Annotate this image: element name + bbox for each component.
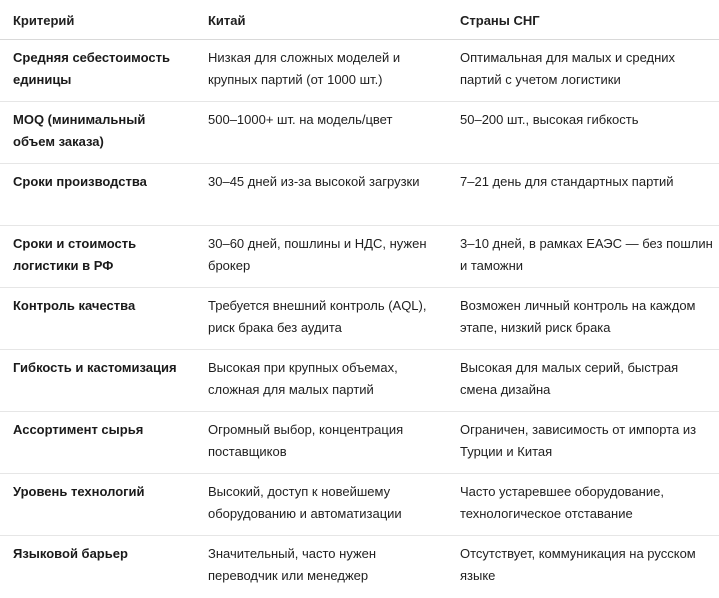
- header-criterion: Критерий: [13, 13, 75, 28]
- china-cell: Значительный, часто нужен переводчик или менеджер: [208, 546, 377, 583]
- header-cis: Страны СНГ: [460, 13, 540, 28]
- cis-cell: Отсутствует, коммуникация на русском языке: [460, 546, 696, 583]
- criterion-cell: Контроль качества: [13, 298, 136, 313]
- table-row: [0, 536, 719, 598]
- cis-cell: Высокая для малых серий, быстрая смена дизайна: [460, 360, 679, 397]
- cis-cell: Часто устаревшее оборудование, технологическое отставание: [460, 484, 664, 521]
- china-cell: 500–1000+ шт. на модель/цвет: [208, 112, 393, 127]
- criterion-cell: Языковой барьер: [13, 546, 128, 561]
- cis-cell: 3–10 дней, в рамках ЕАЭС — без пошлин и таможни: [460, 236, 713, 273]
- table-row: [0, 164, 719, 226]
- cis-cell: Ограничен, зависимость от импорта из Турции и Китая: [460, 422, 697, 459]
- china-cell: Огромный выбор, концентрация поставщиков: [208, 422, 404, 459]
- china-cell: Требуется внешний контроль (AQL), риск брака без аудита: [208, 298, 427, 335]
- china-cell: 30–45 дней из-за высокой загрузки: [208, 174, 420, 189]
- cis-cell: 7–21 день для стандартных партий: [460, 174, 674, 189]
- china-cell: 30–60 дней, пошлины и НДС, нужен брокер: [208, 236, 427, 273]
- china-cell: Высокая при крупных объемах, сложная для малых партий: [208, 360, 398, 397]
- table-row: [0, 350, 719, 412]
- table-row: [0, 412, 719, 474]
- criterion-cell: Сроки производства: [13, 174, 147, 189]
- table-row: [0, 474, 719, 536]
- criterion-cell: Сроки и стоимость логистики в РФ: [13, 236, 137, 273]
- criterion-cell: Уровень технологий: [13, 484, 145, 499]
- table-row: [0, 40, 719, 102]
- header-china: Китай: [208, 13, 246, 28]
- china-cell: Высокий, доступ к новейшему оборудованию и автоматизации: [208, 484, 402, 521]
- criterion-cell: MOQ (минимальный объем заказа): [13, 112, 146, 149]
- cis-cell: Оптимальная для малых и средних партий с учетом логистики: [460, 50, 676, 87]
- cis-cell: 50–200 шт., высокая гибкость: [460, 112, 639, 127]
- criterion-cell: Ассортимент сырья: [13, 422, 144, 437]
- table-row: [0, 226, 719, 288]
- table-row: [0, 288, 719, 350]
- cis-cell: Возможен личный контроль на каждом этапе, низкий риск брака: [460, 298, 696, 335]
- china-cell: Низкая для сложных моделей и крупных партий (от 1000 шт.): [208, 50, 401, 87]
- table-header-row: [0, 0, 719, 40]
- criterion-cell: Средняя себестоимость единицы: [13, 50, 170, 87]
- table-row: [0, 102, 719, 164]
- criterion-cell: Гибкость и кастомизация: [13, 360, 177, 375]
